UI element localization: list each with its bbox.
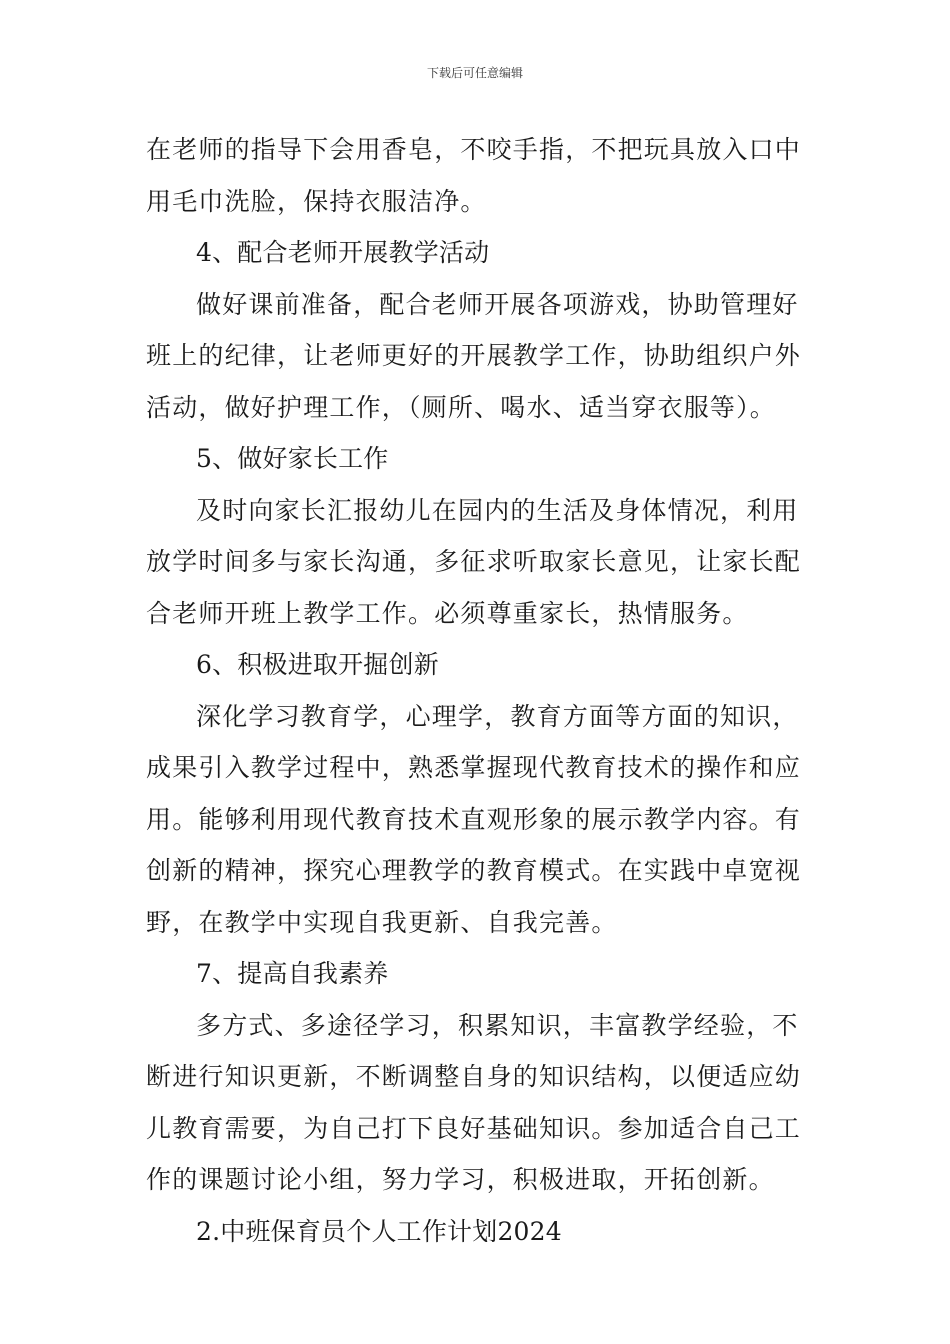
text-line: 深化学习教育学，心理学，教育方面等方面的知识， xyxy=(196,701,799,731)
text-line: 断进行知识更新，不断调整自身的知识结构，以便适应幼 xyxy=(146,1062,802,1091)
text-line: 合老师开班上教学工作。必须尊重家长，热情服务。 xyxy=(146,598,749,628)
document-body xyxy=(146,124,808,1257)
text-line: 活动，做好护理工作，（厕所、喝水、适当穿衣服等）。 xyxy=(146,392,777,422)
text-line: 成果引入教学过程中，熟悉掌握现代教育技术的操作和应 xyxy=(146,753,802,782)
text-line: 作的课题讨论小组，努力学习，积极进取，开拓创新。 xyxy=(146,1165,775,1194)
text-line: 班上的纪律，让老师更好的开展教学工作，协助组织户外 xyxy=(146,341,802,370)
text-line: 野，在教学中实现自我更新、自我完善。 xyxy=(146,907,618,937)
page-header-note: 下载后可任意编辑 xyxy=(426,66,523,80)
section-heading-5: 5、做好家长工作 xyxy=(196,444,389,473)
text-line: 用。能够利用现代教育技术直观形象的展示教学内容。有 xyxy=(146,804,802,834)
section-heading-4: 4、配合老师开展教学活动 xyxy=(196,238,490,267)
text-line: 创新的精神，探究心理教学的教育模式。在实践中卓宽视 xyxy=(146,856,802,885)
text-line: 儿教育需要，为自己打下良好基础知识。参加适合自己工 xyxy=(146,1113,802,1143)
text-line: 做好课前准备，配合老师开展各项游戏，协助管理好 xyxy=(196,289,799,319)
text-line: 放学时间多与家长沟通，多征求听取家长意见，让家长配 xyxy=(146,547,802,576)
text-line: 在老师的指导下会用香皂，不咬手指，不把玩具放入口中 xyxy=(146,135,802,164)
section-heading-7: 7、提高自我素养 xyxy=(196,959,389,988)
text-line: 用毛巾洗脸，保持衣服洁净。 xyxy=(146,186,487,216)
text-line: 多方式、多途径学习，积累知识，丰富教学经验，不 xyxy=(196,1010,799,1040)
document-title-next: 2.中班保育员个人工作计划2024 xyxy=(196,1216,562,1246)
section-heading-6: 6、积极进取开掘创新 xyxy=(196,650,439,679)
text-line: 及时向家长汇报幼儿在园内的生活及身体情况，利用 xyxy=(196,495,799,525)
